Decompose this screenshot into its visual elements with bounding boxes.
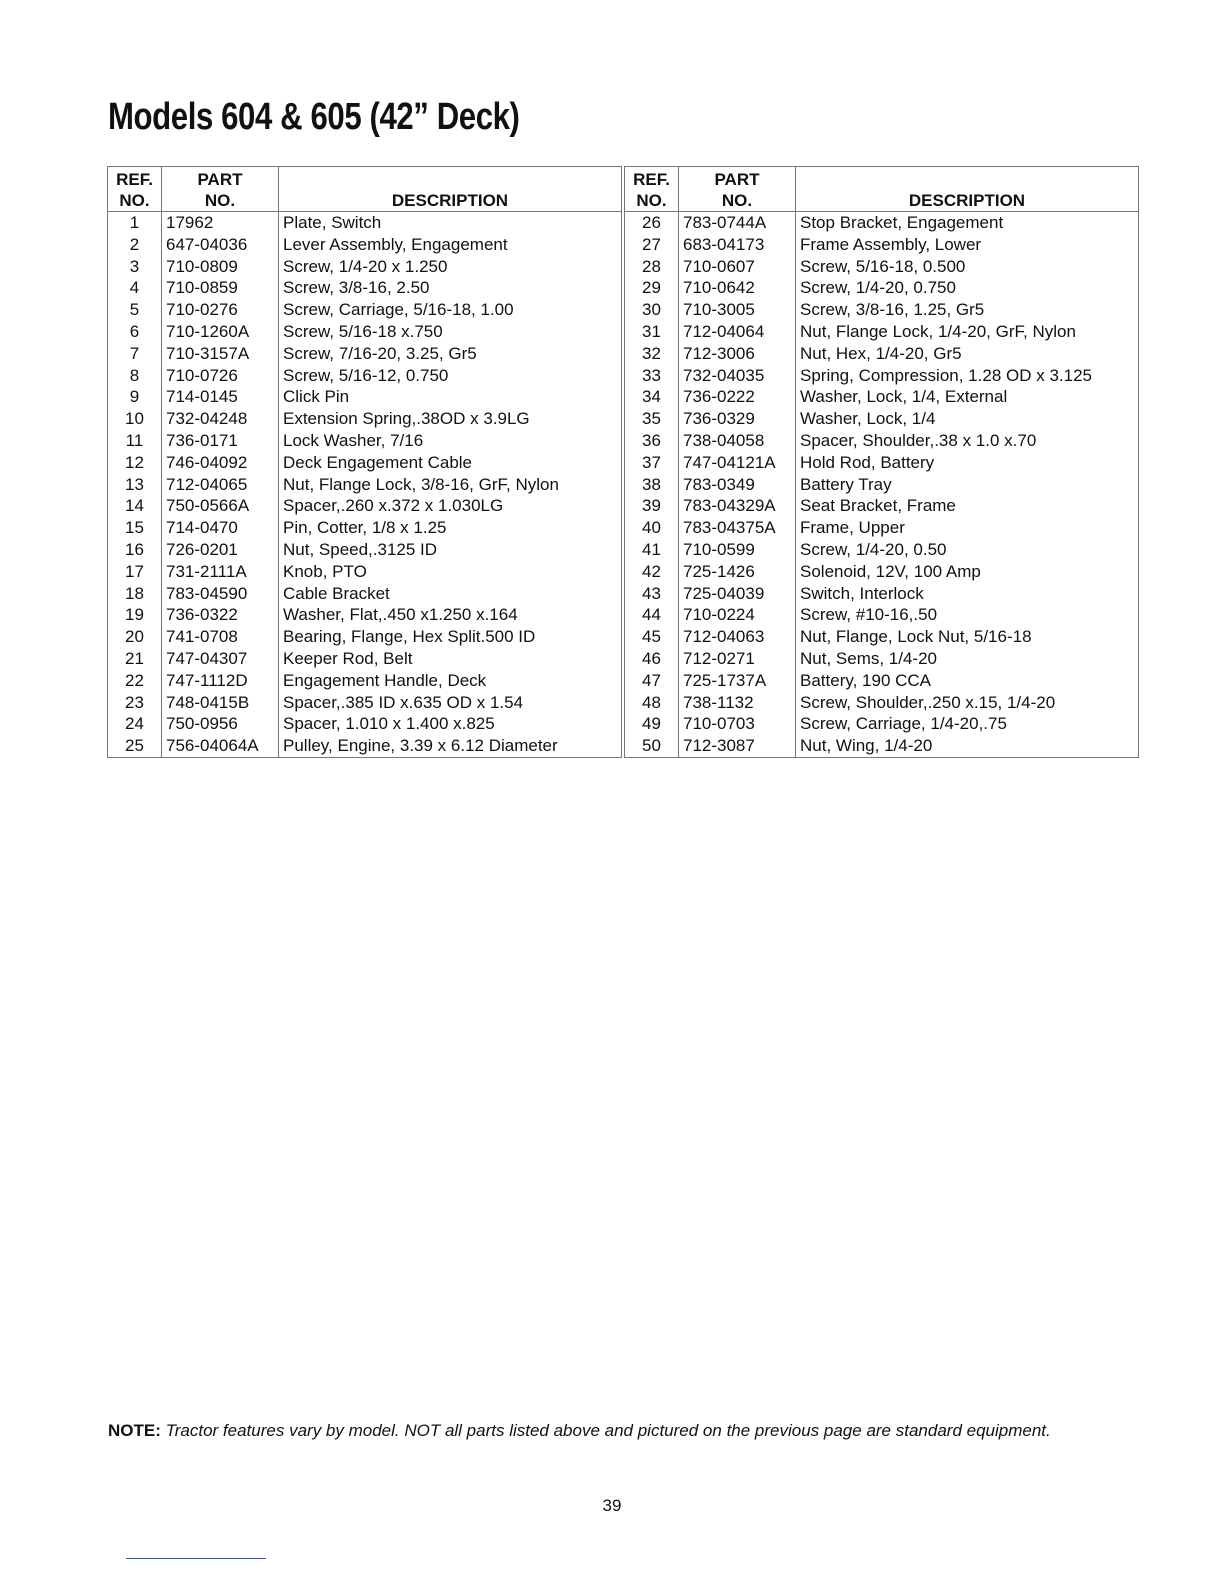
description-cell: Screw, #10-16,.50 <box>796 604 1139 626</box>
description-cell: Screw, 5/16-18, 0.500 <box>796 256 1139 278</box>
part-no-cell: 736-0329 <box>679 408 796 430</box>
page-number: 39 <box>602 1496 622 1515</box>
table-row <box>108 299 622 321</box>
part-no-cell: 783-04375A <box>679 517 796 539</box>
part-no-cell: 756-04064A <box>162 735 279 757</box>
part-no-cell: 710-3005 <box>679 299 796 321</box>
ref-no-cell: 50 <box>642 736 661 756</box>
part-no-cell: 710-0642 <box>679 277 796 299</box>
table-row <box>108 474 622 496</box>
description-cell: Screw, 1/4-20 x 1.250 <box>279 256 622 278</box>
table-row <box>625 583 1139 605</box>
ref-no-cell: 19 <box>125 605 144 625</box>
ref-no-cell: 37 <box>642 452 661 472</box>
description-cell: Screw, 5/16-12, 0.750 <box>279 365 622 387</box>
table-row <box>625 517 1139 539</box>
part-no-cell: 714-0145 <box>162 386 279 408</box>
part-no-cell: 738-1132 <box>679 692 796 714</box>
description-cell: Stop Bracket, Engagement <box>796 212 1139 234</box>
part-no-cell: 710-0726 <box>162 365 279 387</box>
part-no-cell: 712-04063 <box>679 626 796 648</box>
ref-no-cell: 16 <box>125 539 144 559</box>
description-cell: Battery Tray <box>796 474 1139 496</box>
description-cell: Spacer,.260 x.372 x 1.030LG <box>279 495 622 517</box>
ref-no-cell: 28 <box>642 256 661 276</box>
part-no-cell: 747-1112D <box>162 670 279 692</box>
table-row <box>625 604 1139 626</box>
ref-no-cell: 32 <box>642 343 661 363</box>
table-row <box>108 277 622 299</box>
table-row <box>625 234 1139 256</box>
table-row <box>625 713 1139 735</box>
table-row <box>108 343 622 365</box>
table-row <box>108 692 622 714</box>
part-no-cell: 732-04035 <box>679 365 796 387</box>
description-cell: Click Pin <box>279 386 622 408</box>
table-row <box>625 495 1139 517</box>
parts-table-left-body <box>108 212 622 758</box>
ref-no-cell: 47 <box>642 670 661 690</box>
part-no-cell: 783-04590 <box>162 583 279 605</box>
table-row <box>108 670 622 692</box>
ref-no-cell: 5 <box>129 300 140 320</box>
part-no-cell: 710-3157A <box>162 343 279 365</box>
ref-no-cell: 15 <box>125 518 144 538</box>
ref-no-cell: 31 <box>642 321 661 341</box>
description-cell: Bearing, Flange, Hex Split.500 ID <box>279 626 622 648</box>
description-cell: Engagement Handle, Deck <box>279 670 622 692</box>
ref-no-cell: 23 <box>125 692 144 712</box>
table-row <box>625 408 1139 430</box>
table-row <box>108 604 622 626</box>
table-row <box>108 561 622 583</box>
table-row <box>625 386 1139 408</box>
description-cell: Nut, Hex, 1/4-20, Gr5 <box>796 343 1139 365</box>
part-no-header: PART NO. <box>679 167 796 212</box>
table-row <box>625 430 1139 452</box>
table-row <box>625 735 1139 757</box>
description-header: DESCRIPTION <box>796 167 1139 212</box>
ref-no-cell: 38 <box>642 474 661 494</box>
part-no-cell: 741-0708 <box>162 626 279 648</box>
table-row <box>625 321 1139 343</box>
description-cell: Solenoid, 12V, 100 Amp <box>796 561 1139 583</box>
part-no-cell: 725-1737A <box>679 670 796 692</box>
description-cell: Deck Engagement Cable <box>279 452 622 474</box>
table-row <box>108 517 622 539</box>
parts-table-right <box>624 166 1139 758</box>
part-no-cell: 783-0349 <box>679 474 796 496</box>
description-cell: Cable Bracket <box>279 583 622 605</box>
ref-no-cell: 20 <box>125 627 144 647</box>
table-row <box>108 583 622 605</box>
ref-no-cell: 40 <box>642 518 661 538</box>
description-cell: Screw, 1/4-20, 0.50 <box>796 539 1139 561</box>
description-cell: Screw, 3/8-16, 1.25, Gr5 <box>796 299 1139 321</box>
ref-no-cell: 9 <box>129 387 140 407</box>
description-cell: Knob, PTO <box>279 561 622 583</box>
ref-no-cell: 8 <box>129 365 140 385</box>
description-cell: Nut, Flange Lock, 3/8-16, GrF, Nylon <box>279 474 622 496</box>
part-no-cell: 712-04065 <box>162 474 279 496</box>
table-row <box>108 626 622 648</box>
page-title: Models 604 & 605 (42” Deck) <box>108 96 520 138</box>
part-no-cell: 732-04248 <box>162 408 279 430</box>
note <box>108 1421 1051 1441</box>
description-cell: Nut, Sems, 1/4-20 <box>796 648 1139 670</box>
ref-no-cell: 27 <box>642 234 661 254</box>
ref-no-cell: 26 <box>642 213 661 232</box>
table-row <box>108 256 622 278</box>
description-cell: Screw, Carriage, 5/16-18, 1.00 <box>279 299 622 321</box>
table-row <box>108 452 622 474</box>
description-cell: Screw, 7/16-20, 3.25, Gr5 <box>279 343 622 365</box>
table-row <box>625 692 1139 714</box>
table-row <box>625 670 1139 692</box>
ref-no-header: REF. NO. <box>108 167 162 212</box>
parts-table-right-body <box>625 212 1139 758</box>
note-label: NOTE: <box>108 1421 161 1440</box>
part-no-cell: 736-0222 <box>679 386 796 408</box>
description-header: DESCRIPTION <box>279 167 622 212</box>
description-cell: Nut, Flange, Lock Nut, 5/16-18 <box>796 626 1139 648</box>
table-row <box>625 277 1139 299</box>
description-cell: Seat Bracket, Frame <box>796 495 1139 517</box>
table-row <box>625 648 1139 670</box>
ref-no-cell: 7 <box>129 343 140 363</box>
description-cell: Screw, 5/16-18 x.750 <box>279 321 622 343</box>
parts-table-left <box>107 166 622 758</box>
part-no-cell: 712-0271 <box>679 648 796 670</box>
ref-no-cell: 3 <box>129 256 140 276</box>
part-no-cell: 736-0171 <box>162 430 279 452</box>
ref-no-cell: 14 <box>125 496 144 516</box>
description-cell: Washer, Flat,.450 x1.250 x.164 <box>279 604 622 626</box>
part-no-cell: 710-0809 <box>162 256 279 278</box>
table-header-row <box>108 167 622 212</box>
part-no-cell: 712-3006 <box>679 343 796 365</box>
table-row <box>625 539 1139 561</box>
part-no-cell: 736-0322 <box>162 604 279 626</box>
part-no-cell: 747-04307 <box>162 648 279 670</box>
table-row <box>108 735 622 757</box>
part-no-cell: 783-0744A <box>679 212 796 234</box>
bottom-rule <box>126 1558 266 1559</box>
ref-no-header: REF. NO. <box>625 167 679 212</box>
part-no-cell: 710-0224 <box>679 604 796 626</box>
table-row <box>625 626 1139 648</box>
part-no-cell: 710-0859 <box>162 277 279 299</box>
table-row <box>108 212 622 234</box>
description-cell: Screw, 3/8-16, 2.50 <box>279 277 622 299</box>
ref-no-cell: 4 <box>129 278 140 298</box>
part-no-cell: 750-0956 <box>162 713 279 735</box>
part-no-cell: 725-04039 <box>679 583 796 605</box>
ref-no-cell: 33 <box>642 365 661 385</box>
description-cell: Hold Rod, Battery <box>796 452 1139 474</box>
table-row <box>108 365 622 387</box>
description-cell: Frame, Upper <box>796 517 1139 539</box>
description-cell: Spring, Compression, 1.28 OD x 3.125 <box>796 365 1139 387</box>
table-row <box>625 212 1139 234</box>
part-no-cell: 710-0703 <box>679 713 796 735</box>
table-row <box>625 299 1139 321</box>
description-cell: Washer, Lock, 1/4, External <box>796 386 1139 408</box>
description-cell: Screw, Shoulder,.250 x.15, 1/4-20 <box>796 692 1139 714</box>
part-no-cell: 710-0599 <box>679 539 796 561</box>
description-cell: Plate, Switch <box>279 212 622 234</box>
ref-no-cell: 44 <box>642 605 661 625</box>
ref-no-cell: 45 <box>642 627 661 647</box>
part-no-cell: 710-0607 <box>679 256 796 278</box>
ref-no-cell: 29 <box>642 278 661 298</box>
part-no-cell: 783-04329A <box>679 495 796 517</box>
part-no-cell: 731-2111A <box>162 561 279 583</box>
table-row <box>625 474 1139 496</box>
part-no-cell: 726-0201 <box>162 539 279 561</box>
part-no-cell: 647-04036 <box>162 234 279 256</box>
ref-no-cell: 13 <box>125 474 144 494</box>
description-cell: Screw, 1/4-20, 0.750 <box>796 277 1139 299</box>
description-cell: Frame Assembly, Lower <box>796 234 1139 256</box>
description-cell: Switch, Interlock <box>796 583 1139 605</box>
ref-no-cell: 22 <box>125 670 144 690</box>
ref-no-cell: 42 <box>642 561 661 581</box>
table-row <box>108 234 622 256</box>
description-cell: Nut, Speed,.3125 ID <box>279 539 622 561</box>
description-cell: Spacer, Shoulder,.38 x 1.0 x.70 <box>796 430 1139 452</box>
ref-no-cell: 21 <box>125 648 144 668</box>
ref-no-cell: 10 <box>125 409 144 429</box>
part-no-cell: 738-04058 <box>679 430 796 452</box>
part-no-cell: 17962 <box>162 212 279 234</box>
ref-no-cell: 25 <box>125 736 144 756</box>
ref-no-cell: 41 <box>642 539 661 559</box>
part-no-cell: 712-04064 <box>679 321 796 343</box>
ref-no-cell: 46 <box>642 648 661 668</box>
ref-no-cell: 17 <box>125 561 144 581</box>
part-no-cell: 725-1426 <box>679 561 796 583</box>
ref-no-cell: 18 <box>125 583 144 603</box>
table-row <box>625 452 1139 474</box>
description-cell: Lock Washer, 7/16 <box>279 430 622 452</box>
ref-no-cell: 6 <box>129 321 140 341</box>
table-row <box>108 321 622 343</box>
ref-no-cell: 36 <box>642 430 661 450</box>
table-row <box>108 648 622 670</box>
ref-no-cell: 39 <box>642 496 661 516</box>
table-row <box>108 408 622 430</box>
description-cell: Spacer, 1.010 x 1.400 x.825 <box>279 713 622 735</box>
part-no-cell: 710-1260A <box>162 321 279 343</box>
part-no-cell: 683-04173 <box>679 234 796 256</box>
description-cell: Battery, 190 CCA <box>796 670 1139 692</box>
description-cell: Nut, Wing, 1/4-20 <box>796 735 1139 757</box>
ref-no-cell: 2 <box>129 234 140 254</box>
ref-no-cell: 35 <box>642 409 661 429</box>
table-row <box>625 256 1139 278</box>
table-row <box>108 430 622 452</box>
ref-no-cell: 49 <box>642 714 661 734</box>
part-no-header: PART NO. <box>162 167 279 212</box>
table-header-row <box>625 167 1139 212</box>
part-no-cell: 747-04121A <box>679 452 796 474</box>
part-no-cell: 746-04092 <box>162 452 279 474</box>
description-cell: Spacer,.385 ID x.635 OD x 1.54 <box>279 692 622 714</box>
table-row <box>108 495 622 517</box>
ref-no-cell: 24 <box>125 714 144 734</box>
part-no-cell: 750-0566A <box>162 495 279 517</box>
ref-no-cell: 12 <box>125 452 144 472</box>
part-no-cell: 748-0415B <box>162 692 279 714</box>
ref-no-cell: 48 <box>642 692 661 712</box>
ref-no-cell: 1 <box>129 213 140 232</box>
description-cell: Washer, Lock, 1/4 <box>796 408 1139 430</box>
description-cell: Lever Assembly, Engagement <box>279 234 622 256</box>
table-row <box>625 365 1139 387</box>
description-cell: Extension Spring,.38OD x 3.9LG <box>279 408 622 430</box>
description-cell: Pulley, Engine, 3.39 x 6.12 Diameter <box>279 735 622 757</box>
part-no-cell: 712-3087 <box>679 735 796 757</box>
ref-no-cell: 43 <box>642 583 661 603</box>
ref-no-cell: 30 <box>642 300 661 320</box>
table-row <box>625 343 1139 365</box>
ref-no-cell: 11 <box>125 430 144 450</box>
description-cell: Nut, Flange Lock, 1/4-20, GrF, Nylon <box>796 321 1139 343</box>
table-row <box>108 539 622 561</box>
ref-no-cell: 34 <box>642 387 661 407</box>
part-no-cell: 714-0470 <box>162 517 279 539</box>
table-row <box>108 386 622 408</box>
description-cell: Screw, Carriage, 1/4-20,.75 <box>796 713 1139 735</box>
description-cell: Keeper Rod, Belt <box>279 648 622 670</box>
note-text: Tractor features vary by model. NOT all parts listed above and pictured on the previous page are standard equipment. <box>165 1421 1051 1440</box>
table-row <box>108 713 622 735</box>
description-cell: Pin, Cotter, 1/8 x 1.25 <box>279 517 622 539</box>
table-row <box>625 561 1139 583</box>
part-no-cell: 710-0276 <box>162 299 279 321</box>
